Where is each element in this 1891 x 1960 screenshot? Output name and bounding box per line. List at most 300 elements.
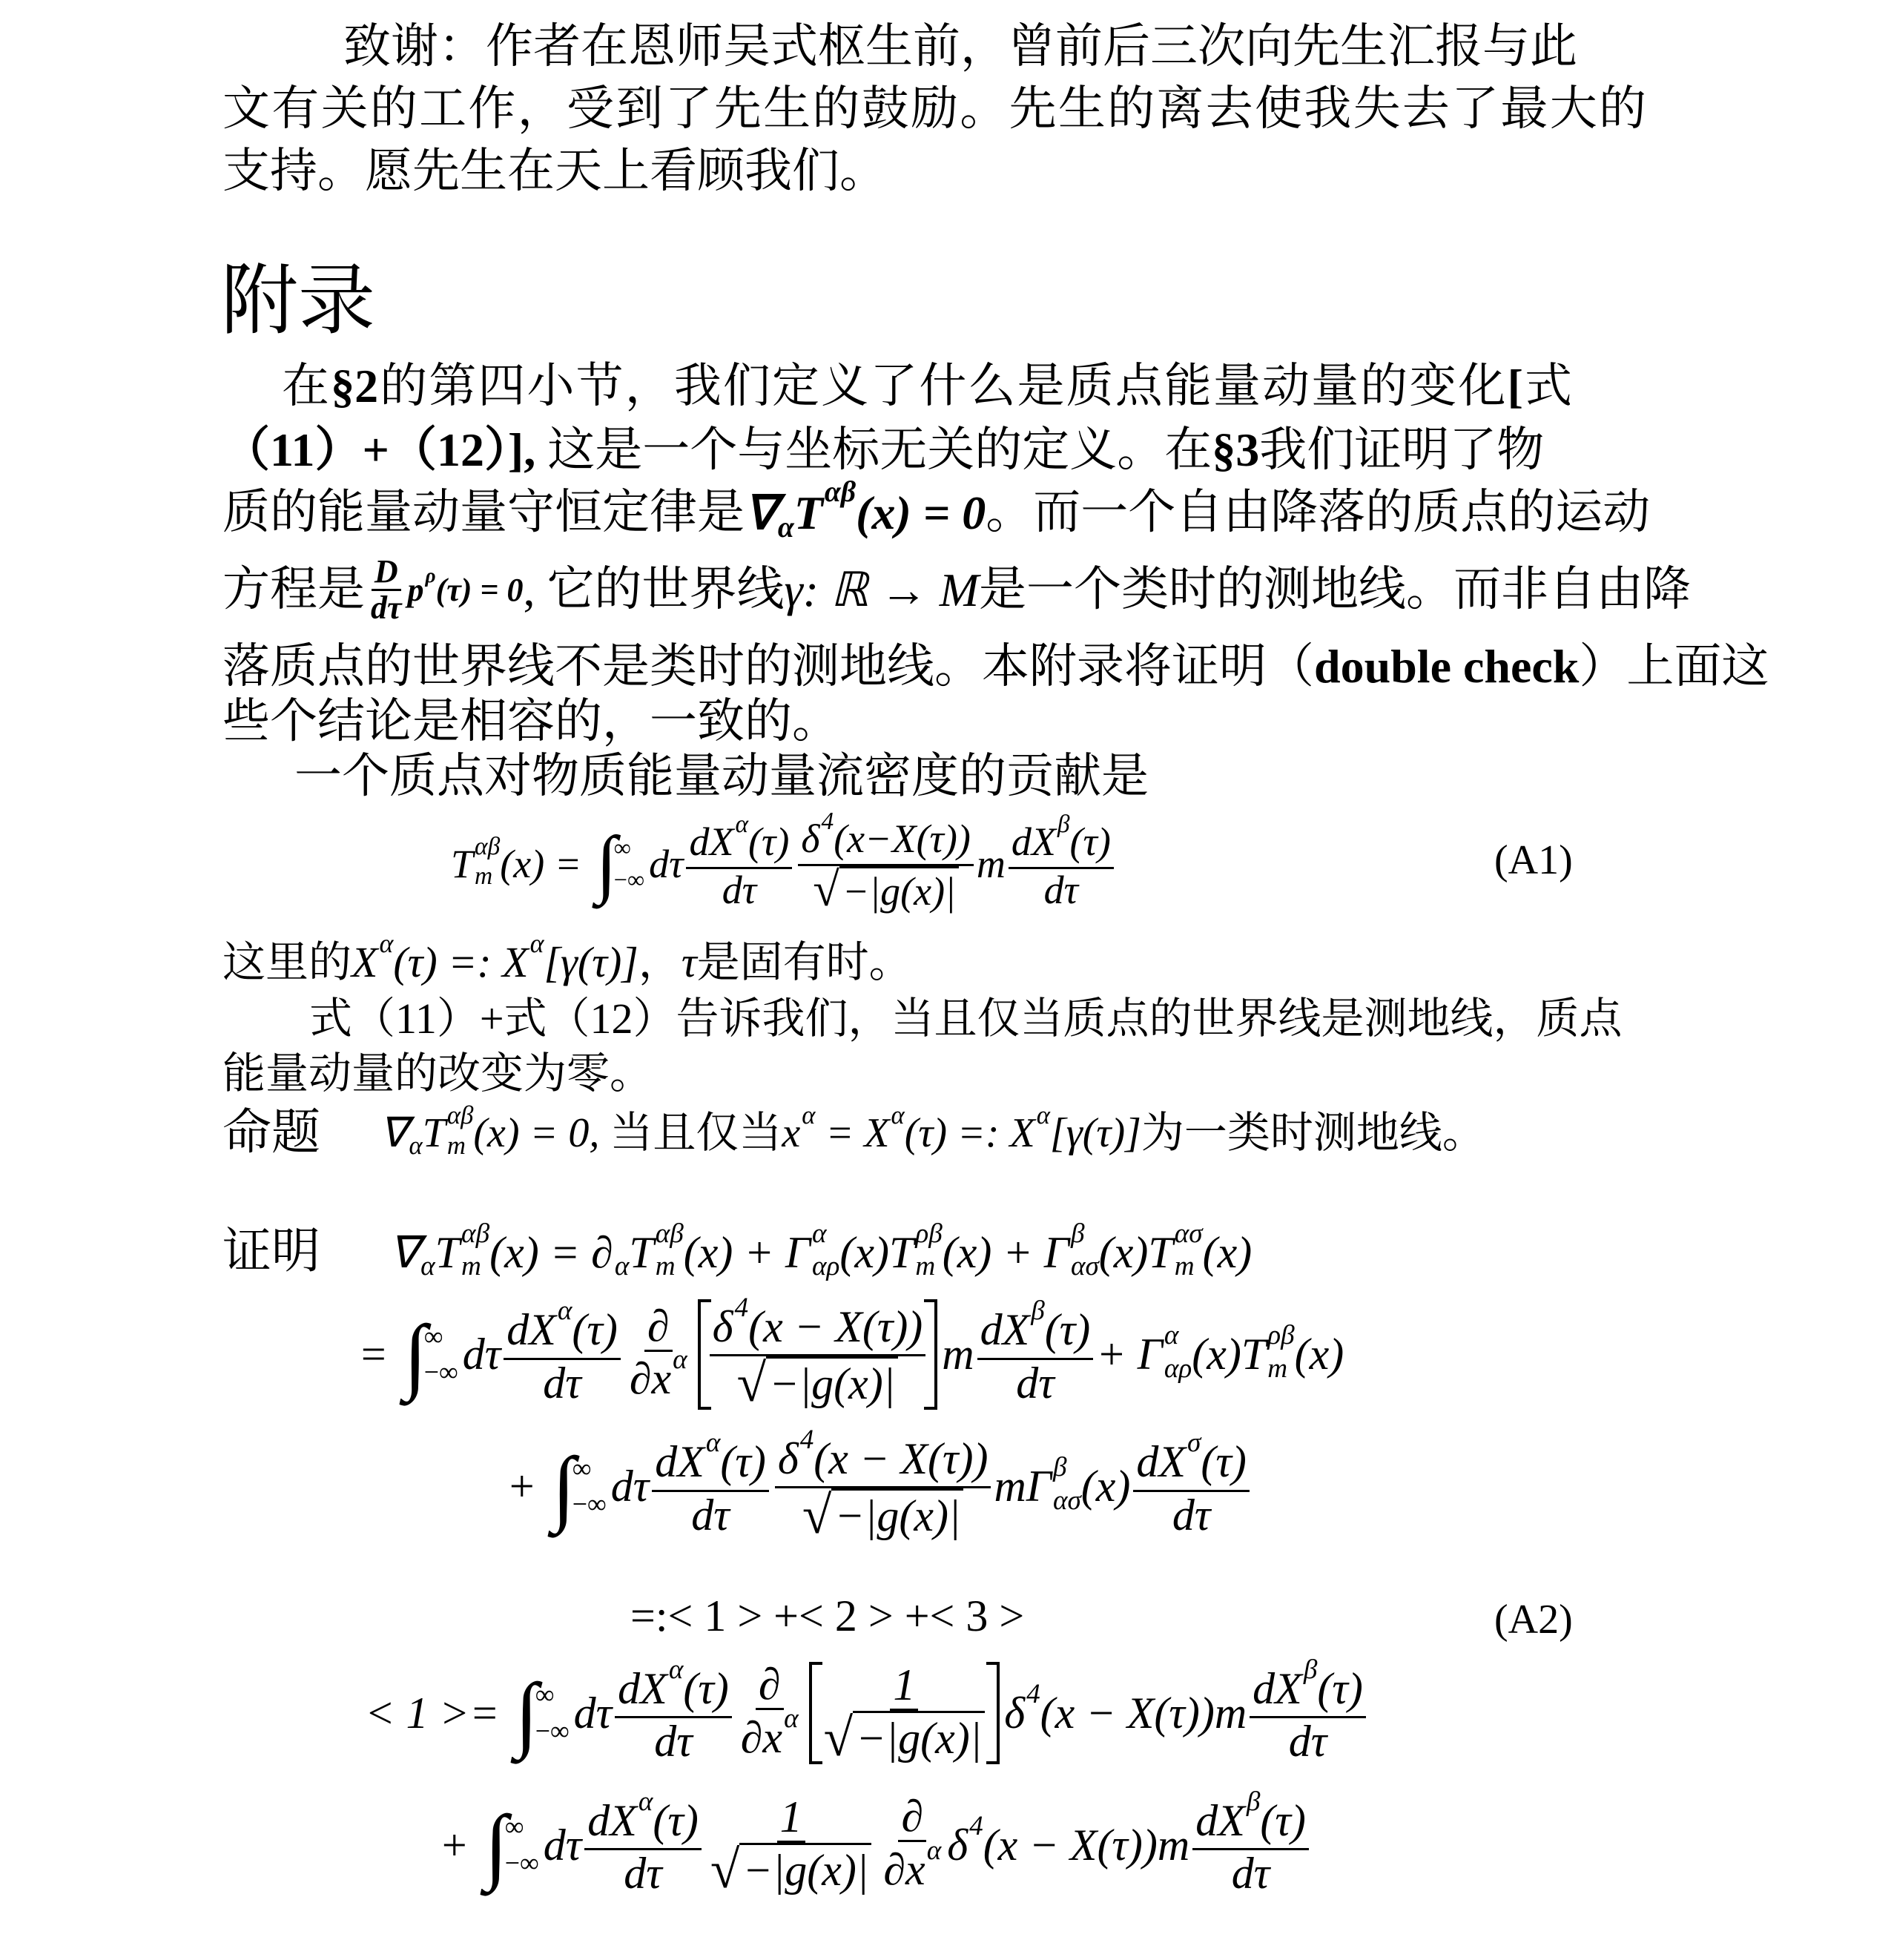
radical-sign: √ [823,1708,854,1768]
scripts [705,1428,721,1490]
denominator [810,862,962,917]
superscript: α [926,1835,942,1866]
denominator [719,869,759,911]
radicand [831,1488,963,1542]
math-text: 1 [779,1792,802,1842]
superscript: αβ [824,475,857,509]
subscript: m [446,1131,466,1161]
text: ）上面这 [1579,640,1769,693]
math-symbol: dX [1011,819,1056,865]
math-text: + [439,1820,481,1870]
math-text: (τ) [1044,1305,1091,1355]
math-text: τ [681,937,697,986]
math-text: −|g(x)| [742,1846,869,1895]
fraction [686,811,792,913]
superscript: 4 [799,1424,814,1455]
subscript [891,1133,904,1159]
math-text: =:< 1 > +< 2 > +< 3 > [630,1591,1025,1640]
denominator [880,1835,944,1897]
superscript: α [891,1100,905,1129]
proof-line-5 [365,1654,1369,1768]
fraction [368,555,405,625]
superscript: ρ [425,564,436,587]
math-text: dτ [624,1849,662,1898]
scripts [784,1703,799,1765]
math-text: (x − X(τ)) [748,1301,923,1351]
math-text: (x − X(τ)) [814,1433,989,1483]
scripts [734,1292,749,1354]
subscript: ασ [1052,1485,1081,1516]
subscript [735,1327,749,1354]
math-symbol: ∂x [629,1354,672,1404]
integral-sign: ∫ [595,822,617,906]
denominator [738,1703,802,1765]
subscript: α [614,1251,630,1282]
math-text: = [815,1109,865,1156]
scripts [461,1218,490,1282]
math-symbol: dX [1195,1795,1245,1845]
subscript: αρ [812,1251,840,1282]
numerator [504,1296,621,1360]
math-symbol: T [888,1227,914,1277]
ack-line-3: 支持。愿先生在天上看顾我们。 [222,145,887,197]
denominator [540,1360,584,1407]
fraction [1009,811,1114,913]
math-text: (x) [839,1227,889,1277]
fraction [707,1792,875,1900]
scripts [799,1424,814,1486]
math-text: dτ [1043,868,1078,913]
numerator [1250,1654,1366,1718]
square-root [802,1485,964,1545]
superscript: α [638,1786,653,1817]
math-symbol: dX [1253,1663,1302,1713]
math-symbol: δ [777,1433,799,1483]
numerator [1009,811,1114,869]
subscript [379,963,393,989]
denominator [734,1353,902,1413]
superscript: α [705,1428,721,1459]
numerator [775,1424,991,1488]
proof-line-3 [506,1424,1253,1545]
math-text: −|g(x)| [769,1359,896,1409]
math-text: ∂ [901,1792,924,1841]
upper-limit: ∞ [572,1453,592,1483]
fraction [775,1424,991,1545]
proof-line-4 [630,1593,1024,1640]
superscript: β [1070,1218,1085,1249]
proposition-label: 命题 [222,1106,320,1160]
subscript [1037,1133,1050,1159]
denominator [1169,1492,1213,1539]
lower-limit: −∞ [423,1357,458,1387]
integral-limits [572,1455,607,1519]
scripts [529,928,544,989]
superscript: α [557,1296,572,1327]
math-symbol: X [1009,1109,1035,1156]
subscript [1031,1330,1045,1358]
scripts [1026,1678,1040,1740]
scripts [915,1218,943,1282]
superscript: 4 [734,1292,749,1323]
section-ref: §2 [331,360,379,412]
math-text: (x) = 0, [473,1109,600,1156]
proposition-math-a [380,1100,600,1161]
superscript: α [1164,1320,1179,1351]
math-symbol: δ [712,1301,733,1351]
para-line-4 [222,555,1691,625]
lower-limit: −∞ [504,1847,539,1878]
subscript: α [409,1131,423,1161]
superscript [778,478,794,507]
math-text: (τ) = 0 [435,571,524,608]
subscript: ασ [1070,1251,1099,1282]
denominator [621,1850,664,1897]
subscript [530,963,544,989]
superscript [409,1103,422,1129]
radical-sign: √ [802,1485,832,1545]
fraction [1250,1654,1366,1766]
square-root [736,1353,899,1413]
math-text: dτ [654,1717,693,1766]
superscript: α [529,928,544,958]
radicand [853,1711,985,1764]
text: 当且仅当 [610,1109,782,1158]
para-line-6: 些个结论是相容的，一致的。 [222,695,839,748]
proposition [222,1100,1485,1161]
fraction [880,1793,944,1897]
para-line-5 [222,641,1769,693]
superscript: ρβ [915,1218,943,1249]
subscript: αρ [1164,1353,1192,1384]
math-text: + Γ [1096,1330,1163,1379]
text: 的第四小节，我们定义了什么是质点能量动量的变化 [378,360,1508,412]
math-symbol: X [864,1109,890,1156]
text: ）], [484,423,536,476]
text: 我们证明了物 [1259,423,1545,476]
appendix-heading: 附录 [221,259,376,344]
denominator [1286,1718,1330,1765]
subscript [1304,1689,1318,1716]
superscript: β [1303,1654,1318,1685]
numerator [777,1794,805,1843]
math-text: γ: ℝ → M [784,564,980,617]
math-text: dτ [1288,1717,1327,1766]
upper-limit: ∞ [535,1680,555,1709]
text: ）+（ [314,423,437,476]
math-text: (x) [1294,1330,1344,1379]
section-ref: §3 [1212,423,1260,476]
math-text: (x) + Γ [683,1227,811,1277]
square-root [710,1840,872,1900]
para-3-line-1: 式（11）+式（12）告诉我们，当且仅当质点的世界线是测地线，质点 [309,994,1623,1043]
radical-sign: √ [710,1840,740,1900]
scripts [1164,1320,1192,1384]
proof-line-2 [358,1292,1344,1413]
text: 方程是 [222,563,365,616]
para-line-3 [222,475,1651,544]
math-text: ∇ [389,1227,420,1277]
math-symbol: p [407,571,424,608]
text: 式 [1522,360,1573,412]
math-symbol: dX [587,1795,637,1845]
denominator [1013,1360,1057,1407]
radicand [839,866,959,914]
proposition-math-b [782,1100,1141,1159]
math-text: m [942,1330,974,1379]
text: 是一个类时的测地线。而非自由降 [979,563,1692,616]
subscript [1057,842,1070,867]
text: , 它的世界线 [523,563,785,616]
math-text: (τ) =: [393,937,503,986]
integral [552,1439,607,1534]
scripts [891,1100,905,1159]
math-symbol: x [782,1109,801,1156]
math-symbol: X [352,937,378,986]
numerator [652,1428,769,1492]
numerator [710,1292,926,1356]
superscript: 4 [969,1810,983,1841]
math-text: (τ) [748,819,790,865]
integral-limits [424,1323,458,1387]
denominator [707,1840,875,1900]
math-symbol: T [1241,1330,1267,1379]
denominator [627,1344,690,1407]
denominator [821,1708,989,1768]
radical-sign: √ [813,862,839,917]
superscript: α [802,1100,816,1129]
worldline-math [784,565,979,615]
lower-limit: −∞ [535,1715,570,1746]
scripts [802,1100,816,1159]
fraction [584,1786,702,1898]
scripts [1303,1654,1318,1716]
math-symbol: T [422,1109,446,1156]
integral-limits [614,836,644,894]
subscript: α [420,1251,435,1282]
math-symbol: δ [801,816,820,862]
integral [484,1798,539,1893]
subscript [927,1870,942,1897]
subscript [426,590,436,610]
scripts [420,1225,435,1280]
proof-line-1 [389,1218,1253,1282]
math-text: (x) = 0 [856,486,986,540]
math-text: (τ) [1069,819,1111,865]
denominator [651,1718,695,1765]
fraction [652,1428,769,1540]
math-symbol: dX [689,819,734,865]
integral-sign: ∫ [403,1307,427,1402]
where-line [222,928,912,989]
superscript: αβ [461,1218,490,1249]
math-text: −|g(x)| [856,1714,983,1763]
subscript [969,1845,983,1872]
math-text: (x − X(τ))m [1040,1688,1247,1738]
text: 这里的 [222,938,352,987]
denominator [368,591,405,625]
superscript: α [668,1654,684,1685]
math-text: −|g(x)| [842,868,956,914]
subscript [800,1459,814,1486]
math-text: (τ) =: [904,1109,1010,1156]
text: 为一类时测地线。 [1141,1109,1485,1158]
where-math [352,928,638,989]
superscript: α [673,1344,687,1376]
superscript [615,1220,630,1247]
para-2: 一个质点对物质能量动量流密度的贡献是 [294,750,1149,802]
upper-limit: ∞ [423,1321,443,1351]
superscript: α [1036,1100,1050,1129]
integral [595,822,645,906]
eq-ref: 12 [436,423,484,476]
math-text: (τ) [1201,1437,1247,1487]
scripts [1036,1100,1050,1159]
equation-of-motion-math [365,555,523,625]
math-symbol: T [793,486,823,540]
math-text: mΓ [994,1462,1052,1511]
integral [515,1666,570,1761]
subscript: α [777,510,794,544]
scripts [425,564,436,610]
bracket: [ [1507,360,1523,412]
scripts [778,484,794,542]
math-text: 1 [893,1660,916,1710]
integral-limits [505,1813,539,1877]
text: （ [222,423,270,476]
numerator [372,555,401,591]
math-text: dτ [610,1462,650,1511]
math-text: m [976,842,1006,887]
scripts [557,1296,572,1358]
numerator [1133,1428,1249,1492]
denominator [799,1485,967,1545]
fraction [977,1296,1094,1408]
radicand [739,1843,871,1896]
math-text: [γ(τ)] [544,937,638,986]
math-symbol: dX [980,1305,1030,1355]
subscript [802,1133,815,1159]
para-3-line-2: 能量动量的改变为零。 [222,1049,653,1098]
subscript [735,842,748,867]
square-root [823,1708,986,1768]
math-text: ∂ [758,1660,781,1709]
text: 落质点的世界线不是类时的测地线。本附录将证明（ [222,640,1314,693]
math-symbol: X [502,937,529,986]
subscript [669,1689,684,1716]
superscript: β [1246,1786,1261,1817]
fraction [738,1661,802,1765]
double-check: double check [1314,640,1580,693]
math-text: dτ [1016,1358,1055,1408]
eq-ref: 11 [270,423,315,476]
math-symbol: dX [655,1437,704,1487]
numerator [686,811,792,869]
math-symbol: T [629,1227,654,1277]
math-text: dτ [543,1820,582,1870]
upper-limit: ∞ [613,834,631,862]
superscript: α [812,1218,827,1249]
math-text: ∇ [380,1109,408,1156]
math-text: dτ [1172,1490,1211,1540]
square-brackets [698,1292,938,1413]
fraction [504,1296,621,1408]
subscript [638,1821,653,1848]
text: 质的能量动量守恒定律是 [222,486,745,539]
math-text: (x) [1192,1330,1241,1379]
math-symbol: T [1148,1227,1173,1277]
math-text: D [374,553,398,590]
lower-limit: −∞ [572,1489,607,1520]
math-symbol: T [435,1227,461,1277]
fraction [615,1654,732,1766]
superscript: ασ [1174,1218,1203,1249]
math-text: (τ) [683,1663,729,1713]
subscript [1247,1821,1261,1848]
scripts [1246,1786,1261,1848]
para-line-1 [282,360,1572,412]
math-text: (x) + Γ [942,1227,1069,1277]
scripts [812,1218,840,1282]
tag-a2: (A2) [1494,1597,1573,1643]
subscript: m [475,862,493,891]
superscript: σ [1187,1428,1201,1459]
math-symbol: dX [618,1663,667,1713]
subscript [673,1379,687,1407]
math-text: (τ) [572,1305,618,1355]
scripts [1070,1218,1099,1282]
para-line-2 [222,424,1544,476]
radical-sign: √ [736,1353,767,1413]
denominator [1229,1850,1273,1897]
math-text: dτ [722,868,757,913]
math-text: dτ [649,842,684,887]
fraction [1192,1786,1309,1898]
numerator [890,1662,918,1711]
math-symbol: T [451,842,474,887]
scripts [668,1654,684,1716]
text: 是固有时。 [696,938,912,987]
scripts [926,1835,942,1897]
math-text: (x) = [500,842,592,887]
integral [403,1307,458,1402]
superscript: β [1052,1452,1067,1483]
superscript: α [784,1703,799,1734]
scripts [1174,1218,1203,1282]
math-text: (x) = ∂ [489,1227,613,1277]
superscript: α [379,928,394,958]
math-text: < 1 >= [365,1688,511,1738]
math-text: dτ [573,1688,613,1738]
math-symbol: δ [1004,1688,1026,1738]
math-text: −|g(x)| [834,1491,961,1541]
numerator [977,1296,1094,1360]
superscript: α [735,811,749,839]
subscript [1187,1462,1201,1490]
math-symbol: dX [506,1305,556,1355]
superscript: β [1057,811,1070,839]
math-symbol: ∂x [883,1844,925,1894]
math-text: [γ(τ)] [1049,1109,1141,1156]
superscript: αβ [655,1218,684,1249]
ack-line-1: 致谢：作者在恩师吴式枢生前，曾前后三次向先生汇报与此 [343,20,1577,73]
numerator [644,1303,673,1352]
denominator [688,1492,732,1539]
math-text: dτ [371,590,402,627]
numerator [615,1654,732,1718]
scripts [1052,1452,1081,1516]
scripts [379,928,394,989]
